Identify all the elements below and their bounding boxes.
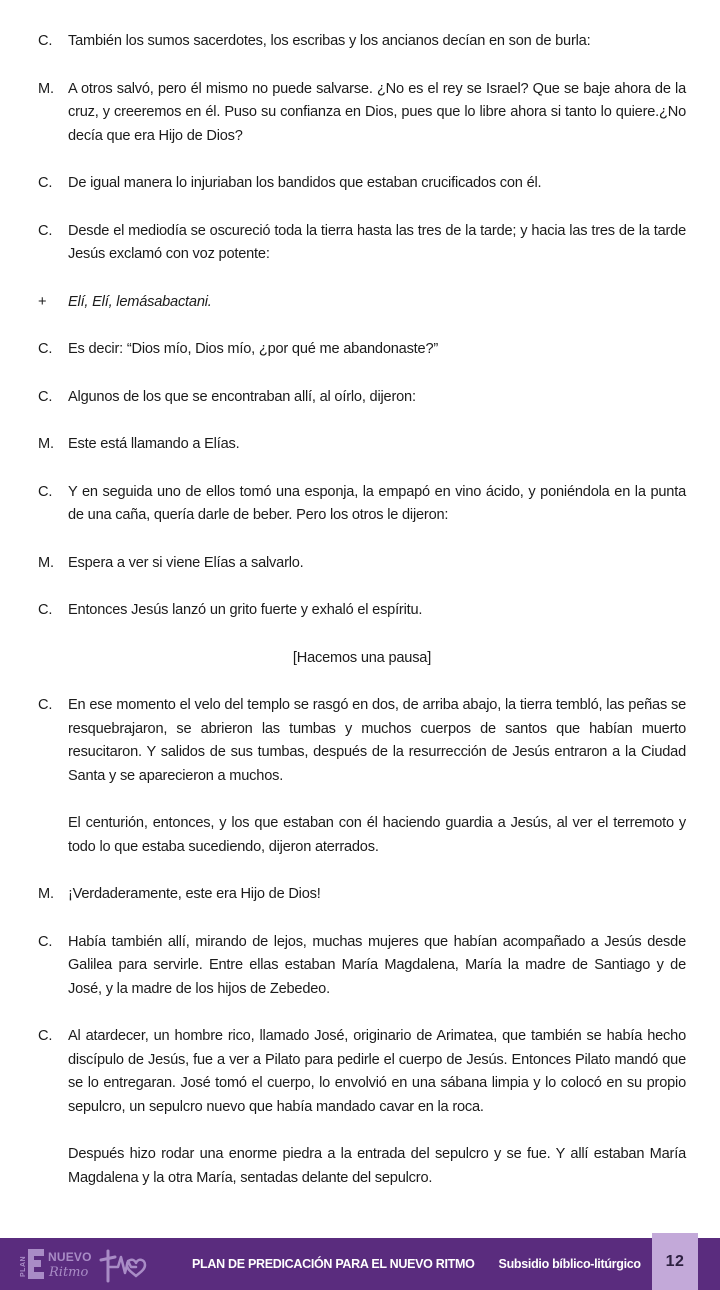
passage-paragraph [38, 883, 686, 907]
passage-paragraph [38, 931, 686, 1002]
passage-paragraph [38, 1143, 686, 1190]
passage-paragraph [38, 647, 686, 671]
paragraph-text: ¡Verdaderamente, este era Hijo de Dios! [68, 886, 321, 902]
speaker-marker: M. [38, 886, 54, 902]
footer-title: PLAN DE PREDICACIÓN PARA EL NUEVO RITMO [192, 1257, 475, 1271]
paragraph-text: Desde el mediodía se oscureció toda la tierra hasta las tres de la tarde; y hacia las tres de la tarde Jesús exclamó con voz potente: [68, 222, 686, 262]
passage-paragraph [38, 220, 686, 267]
paragraph-text: Después hizo rodar una enorme piedra a la entrada del sepulcro y se fue. Y allí estaban María Magdalena y la otra María, sentadas delante del sepulcro. [68, 1146, 686, 1186]
speaker-marker: C. [38, 1028, 53, 1044]
paragraph-text: También los sumos sacerdotes, los escribas y los ancianos decían en son de burla: [68, 33, 591, 49]
passage-paragraph [38, 433, 686, 457]
speaker-marker: C. [38, 341, 53, 357]
speaker-marker: + [38, 293, 47, 310]
page-number-value: 12 [665, 1252, 685, 1270]
passage-paragraph [38, 694, 686, 788]
paragraph-text: Es decir: “Dios mío, Dios mío, ¿por qué me abandonaste?” [68, 341, 439, 357]
paragraph-text: De igual manera lo injuriaban los bandidos que estaban crucificados con él. [68, 175, 542, 191]
paragraph-text: [Hacemos una pausa] [292, 649, 432, 666]
paragraph-text: Entonces Jesús lanzó un grito fuerte y exhaló el espíritu. [68, 602, 423, 618]
speaker-marker: C. [38, 175, 53, 191]
speaker-marker: M. [38, 436, 54, 452]
paragraph-text: El centurión, entonces, y los que estaban con él haciendo guardia a Jesús, al ver el terremoto y todo lo que estaba sucediendo, dijeron aterrados. [68, 815, 686, 855]
passage-paragraph [38, 1025, 686, 1119]
footer-subtitle: Subsidio bíblico-litúrgico [498, 1257, 641, 1271]
page-number-block [652, 1233, 698, 1290]
passage-paragraph [38, 599, 686, 623]
logo-nuevo-text: NUEVO [48, 1250, 92, 1264]
speaker-marker: C. [38, 222, 53, 239]
logo-ritmo-text: Ritmo [49, 1265, 89, 1280]
speaker-marker: C. [38, 388, 53, 405]
passage-paragraph [38, 812, 686, 859]
paragraph-text: Espera a ver si viene Elías a salvarlo. [68, 554, 304, 571]
speaker-marker: C. [38, 33, 53, 49]
paragraph-text: A otros salvó, pero él mismo no puede salvarse. ¿No es el rey se Israel? Que se baje ahora de la cruz, y creeremos en él. Puso su confianza en Dios, pues que lo libre ahora si tanto lo quiere.¿No decía que era Hijo de Dios? [68, 80, 686, 144]
logo-e-glyph [28, 1249, 44, 1279]
paragraph-text: Algunos de los que se encontraban allí, al oírlo, dijeron: [68, 388, 416, 405]
passage-paragraph [38, 30, 686, 54]
paragraph-text: Elí, Elí, lemásabactani. [68, 293, 212, 310]
nuevo-ritmo-logo [18, 1243, 148, 1285]
speaker-marker: C. [38, 933, 53, 950]
speaker-marker: M. [38, 80, 54, 97]
speaker-marker: C. [38, 602, 53, 618]
footer-bar [0, 1238, 720, 1290]
paragraph-text: En ese momento el velo del templo se rasgó en dos, de arriba abajo, la tierra tembló, las peñas se resquebrajaron, se abrieron las tumbas y muchos cuerpos de santos que habían muerto resucitaron. Y salidos de sus tumbas, después de la resurrección de Jesús entraron a la Ciudad Santa y se aparecieron a muchos. [68, 697, 686, 784]
passage-paragraph [38, 291, 686, 315]
passage-paragraph [38, 172, 686, 196]
passage-paragraph [38, 338, 686, 362]
passage-paragraph [38, 78, 686, 149]
passage-paragraph [38, 386, 686, 410]
speaker-marker: C. [38, 483, 53, 500]
speaker-marker: C. [38, 697, 53, 713]
footer-content [0, 1238, 720, 1290]
paragraph-text: Este está llamando a Elías. [68, 436, 240, 452]
paragraph-text: Al atardecer, un hombre rico, llamado José, originario de Arimatea, que también se había hecho discípulo de Jesús, fue a ver a Pilato para pedirle el cuerpo de Jesús. Entonces Pilato mandó que se lo entregaran. José tomó el cuerpo, lo envolvió en una sábana limpia y lo colocó en su propio sepulcro, un sepulcro nuevo que había mandado cavar en la roca. [68, 1028, 686, 1115]
paragraph-text: Había también allí, mirando de lejos, muchas mujeres que habían acompañado a Jesús desde Galilea para servirle. Entre ellas estaban María Magdalena, María la madre de Santiago y de José, y la madre de los hijos de Zebedeo. [68, 933, 686, 997]
passage-paragraph [38, 552, 686, 576]
logo-plan-label: PLAN [20, 1255, 27, 1277]
passage-paragraph [38, 481, 686, 528]
paragraph-text: Y en seguida uno de ellos tomó una esponja, la empapó en vino ácido, y poniéndola en la punta de una caña, quería darle de beber. Pero los otros le dijeron: [68, 483, 686, 523]
speaker-marker: M. [38, 554, 54, 571]
